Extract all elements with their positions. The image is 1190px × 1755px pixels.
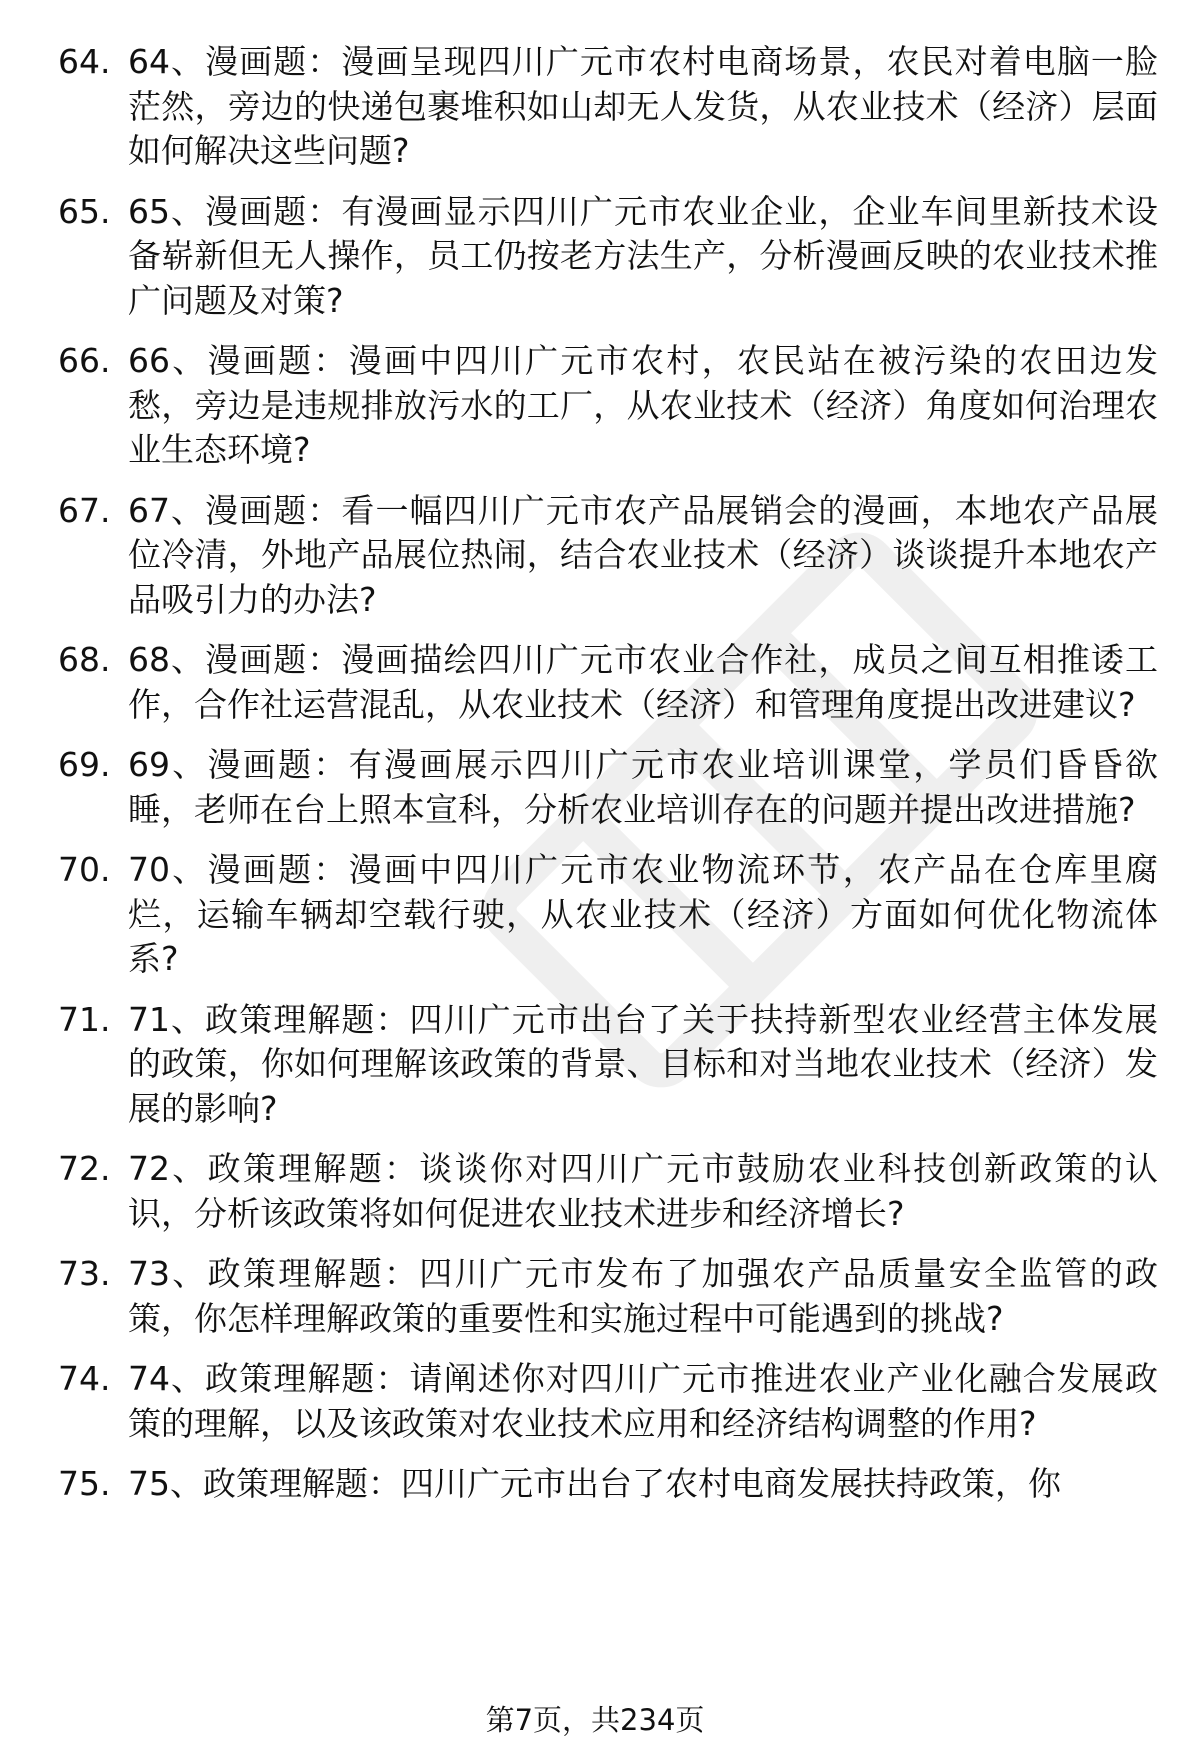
question-text: 74、政策理解题：请阐述你对四川广元市推进农业产业化融合发展政策的理解，以及该政策对农业技术应用和经济结构调整的作用?	[128, 1359, 1158, 1443]
list-item	[58, 848, 1158, 982]
question-number: 68.	[58, 640, 111, 679]
question-number: 67.	[58, 490, 111, 530]
question-text: 66、漫画题：漫画中四川广元市农村，农民站在被污染的农田边发愁，旁边是违规排放污水的工厂，从农业技术（经济）角度如何治理农业生态环境?	[128, 341, 1158, 469]
question-text: 70、漫画题：漫画中四川广元市农业物流环节，农产品在仓库里腐烂，运输车辆却空载行驶，从农业技术（经济）方面如何优化物流体系?	[128, 850, 1158, 978]
list-item	[58, 40, 1158, 174]
question-number: 75.	[58, 1464, 111, 1503]
question-number: 71.	[58, 999, 111, 1039]
question-number: 64.	[58, 42, 111, 81]
list-item	[58, 190, 1158, 324]
question-number: 72.	[58, 1149, 111, 1188]
question-number: 66.	[58, 341, 111, 380]
list-item	[58, 998, 1158, 1132]
question-text: 72、政策理解题：谈谈你对四川广元市鼓励农业科技创新政策的认识，分析该政策将如何促进农业技术进步和经济增长?	[128, 1149, 1158, 1233]
list-item	[58, 1252, 1158, 1341]
question-text: 68、漫画题：漫画描绘四川广元市农业合作社，成员之间互相推诿工作，合作社运营混乱，从农业技术（经济）和管理角度提出改进建议?	[128, 640, 1158, 724]
question-text: 64、漫画题：漫画呈现四川广元市农村电商场景，农民对着电脑一脸茫然，旁边的快递包裹堆积如山却无人发货，从农业技术（经济）层面如何解决这些问题?	[128, 42, 1158, 170]
question-text: 75、政策理解题：四川广元市出台了农村电商发展扶持政策，你	[128, 1464, 1061, 1503]
question-text: 73、政策理解题：四川广元市发布了加强农产品质量安全监管的政策，你怎样理解政策的重要性和实施过程中可能遇到的挑战?	[128, 1254, 1158, 1338]
list-item	[58, 743, 1158, 832]
list-item	[58, 339, 1158, 473]
list-item	[58, 1357, 1158, 1446]
question-number: 69.	[58, 745, 111, 784]
question-text: 67、漫画题：看一幅四川广元市农产品展销会的漫画，本地农产品展位冷清，外地产品展位热闹，结合农业技术（经济）谈谈提升本地农产品吸引力的办法?	[128, 490, 1158, 619]
question-number: 74.	[58, 1359, 111, 1398]
question-number: 73.	[58, 1254, 111, 1293]
question-text: 65、漫画题：有漫画显示四川广元市农业企业，企业车间里新技术设备崭新但无人操作，员工仍按老方法生产，分析漫画反映的农业技术推广问题及对策?	[128, 191, 1158, 320]
list-item	[58, 1147, 1158, 1236]
question-number: 65.	[58, 191, 111, 231]
list-item	[58, 1462, 1158, 1507]
list-item	[58, 638, 1158, 727]
question-text: 71、政策理解题：四川广元市出台了关于扶持新型农业经营主体发展的政策，你如何理解该政策的背景、目标和对当地农业技术（经济）发展的影响?	[128, 999, 1158, 1128]
question-number: 70.	[58, 850, 111, 889]
list-item	[58, 489, 1158, 623]
question-list	[58, 40, 1158, 1523]
question-text: 69、漫画题：有漫画展示四川广元市农业培训课堂，学员们昏昏欲睡，老师在台上照本宣科，分析农业培训存在的问题并提出改进措施?	[128, 745, 1158, 829]
page-footer: 第7页，共234页	[485, 1703, 705, 1737]
